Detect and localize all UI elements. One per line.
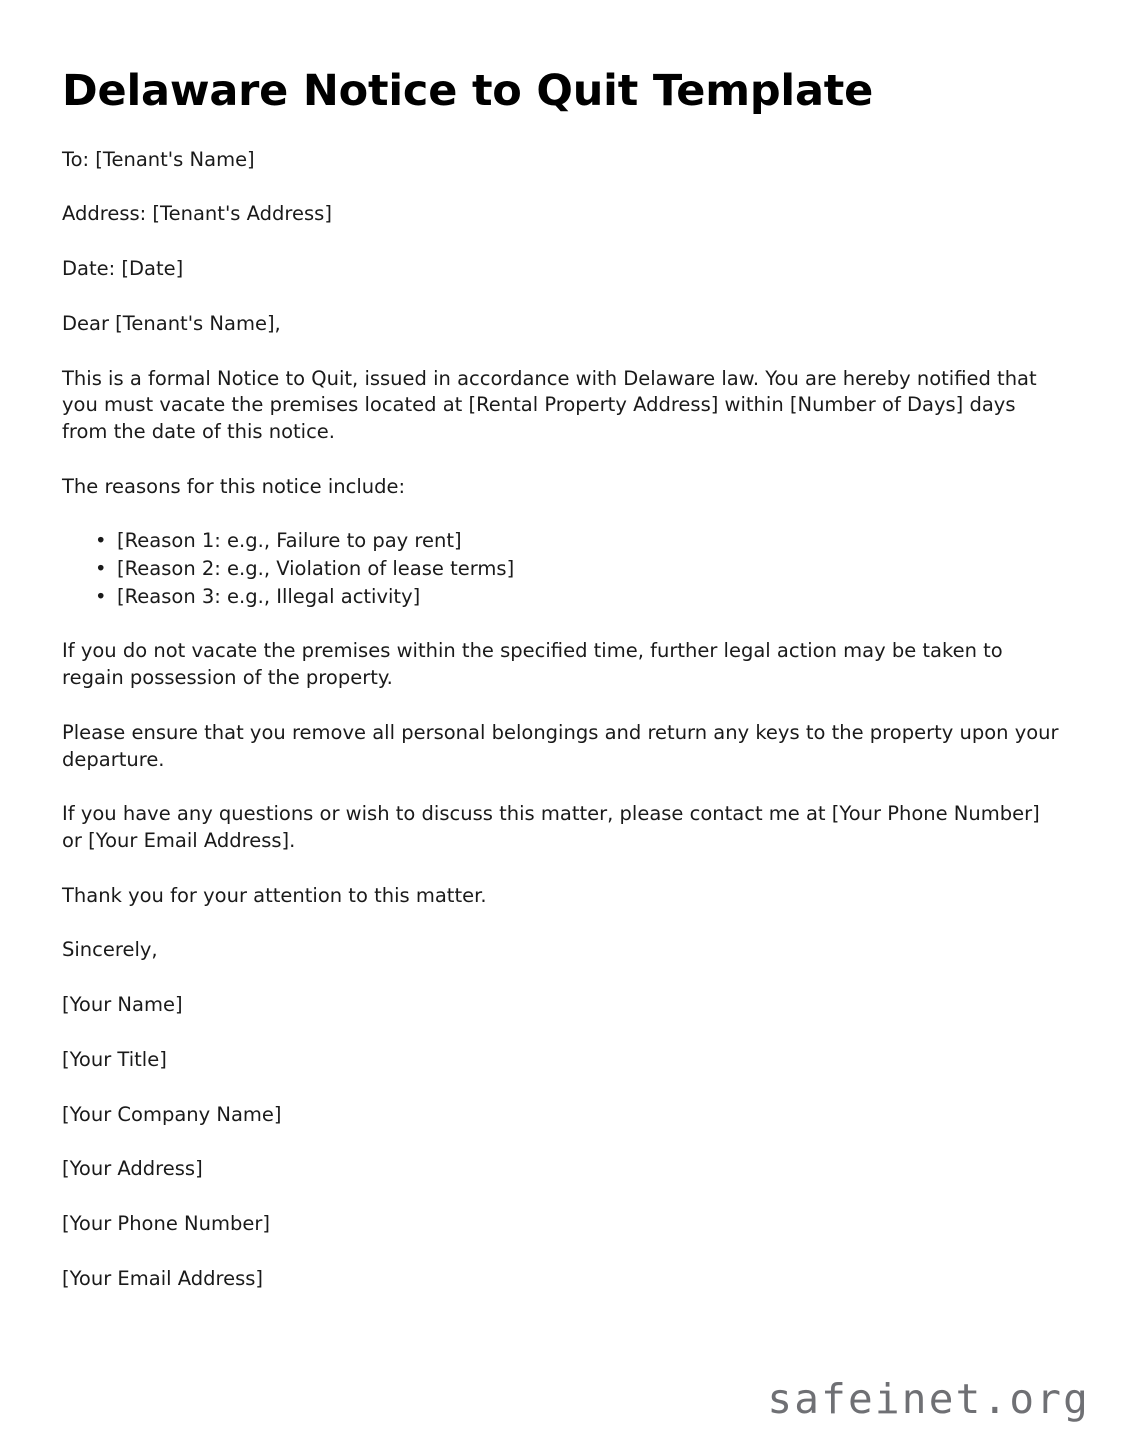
bullet-icon: •: [95, 584, 107, 608]
belongings-paragraph: Please ensure that you remove all personal belongings and return any keys to the property upon your departure.: [62, 720, 1059, 771]
list-item: [62, 556, 1060, 583]
contact-paragraph: If you have any questions or wish to discuss this matter, please contact me at [Your Phone Number] or [Your Email Address].: [62, 802, 1040, 852]
salutation-line: Dear [Tenant's Name],: [62, 311, 281, 335]
list-item: [62, 584, 1060, 611]
legal-action-paragraph: If you do not vacate the premises within the specified time, further legal action may be taken to regain possession of the property.: [62, 639, 1003, 690]
list-item-label: [Reason 2: e.g., Violation of lease terms]: [117, 557, 515, 581]
signature-your-title: [Your Title]: [62, 1047, 167, 1071]
list-item-label: [Reason 3: e.g., Illegal activity]: [117, 584, 421, 608]
page-title: Delaware Notice to Quit Template: [62, 66, 874, 116]
signature-phone-number: [Your Phone Number]: [62, 1211, 270, 1235]
signature-address: [Your Address]: [62, 1157, 203, 1181]
closing-line: Sincerely,: [62, 938, 158, 962]
reasons-intro: The reasons for this notice include:: [62, 474, 406, 498]
signature-your-name: [Your Name]: [62, 993, 183, 1017]
bullet-icon: •: [95, 557, 107, 581]
watermark: safeinet.org: [767, 1375, 1090, 1423]
list-item-label: [Reason 1: e.g., Failure to pay rent]: [117, 529, 462, 553]
signature-email-address: [Your Email Address]: [62, 1266, 263, 1290]
reasons-list: [62, 528, 1060, 610]
intro-paragraph: This is a formal Notice to Quit, issued in accordance with Delaware law. You are hereby notified that you must vacate the premises located at [Rental Property Address] within [Number of Days] days from the date of this notice.: [62, 366, 1037, 443]
list-item: [62, 528, 1060, 555]
date-line: Date: [Date]: [62, 257, 184, 281]
signature-company-name: [Your Company Name]: [62, 1102, 282, 1126]
recipient-name-line: To: [Tenant's Name]: [62, 147, 255, 171]
recipient-address-line: Address: [Tenant's Address]: [62, 202, 332, 226]
bullet-icon: •: [95, 529, 107, 553]
thank-you-paragraph: Thank you for your attention to this matter.: [62, 883, 487, 907]
document-body: [62, 66, 1060, 1320]
